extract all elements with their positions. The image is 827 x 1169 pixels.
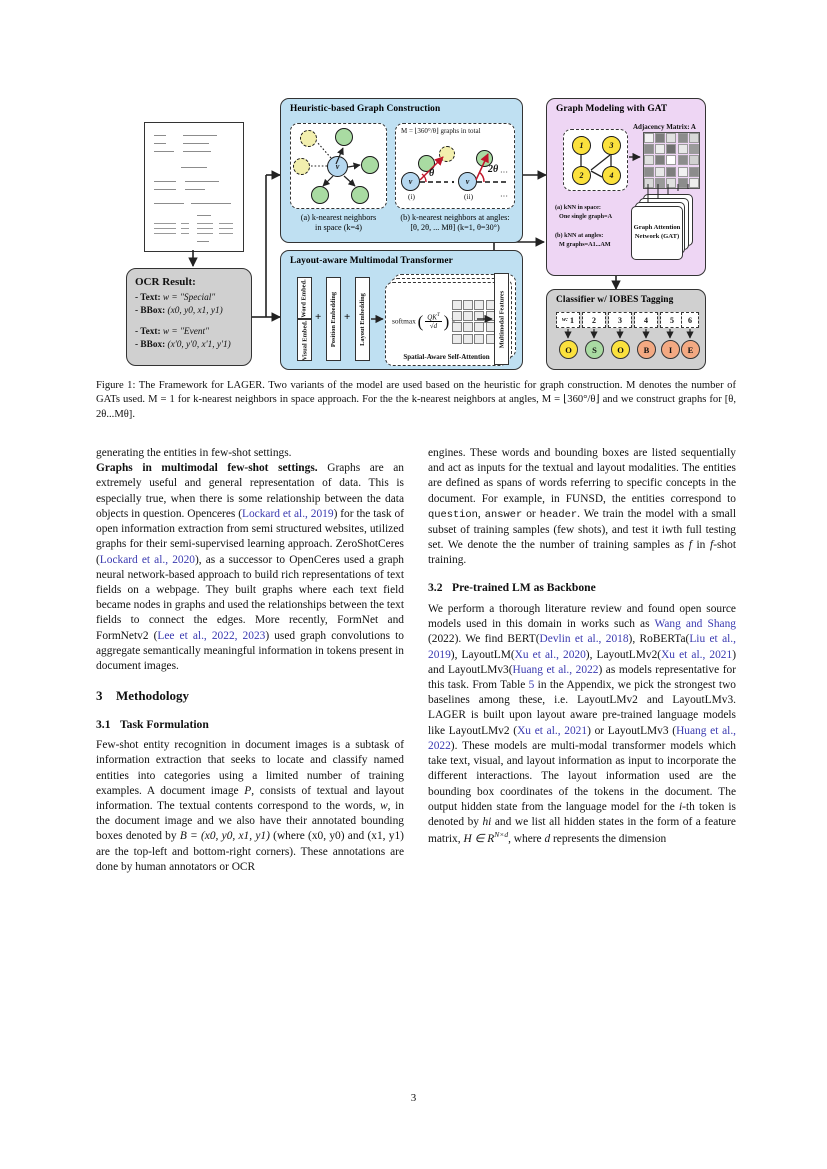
reference-table-5[interactable]: 5	[528, 678, 535, 691]
panel-transformer-title: Layout-aware Multimodal Transformer	[290, 256, 453, 266]
section-heading-methodology: 3 Methodology	[96, 688, 189, 704]
body-column-left	[96, 446, 404, 875]
angle-label-theta: θ	[429, 168, 435, 179]
self-attention-caption: Spatial-Aware Self-Attention	[403, 353, 490, 361]
symbol-P: P	[244, 784, 252, 797]
citation-xu-2020[interactable]: Xu et al., 2020	[514, 648, 586, 661]
para-graphs-lead: Graphs in multimodal few-shot settings.	[96, 462, 318, 475]
gat-node-2: 2	[572, 166, 591, 185]
citation-xu-2021-b[interactable]: Xu et al., 2021	[517, 724, 588, 737]
citation-xu-2021[interactable]: Xu et al., 2021	[661, 648, 733, 661]
knn-angles-formula: M = ⌊360°/θ⌋ graphs in total	[401, 127, 481, 135]
node-label-v-b2: v	[465, 177, 470, 186]
plus-sign-1: +	[315, 311, 322, 323]
formula-H-superscript: N×d	[494, 830, 509, 840]
ocr-bbox-2: - BBox: (x'0, y'0, x'1, y'1)	[135, 340, 231, 351]
word-embed-bar: Word Embed.	[297, 277, 312, 319]
gat-node-4: 4	[602, 166, 621, 185]
angles-ellipsis-2: ···	[500, 192, 508, 201]
panel-graph-construction-title: Heuristic-based Graph Construction	[290, 104, 441, 114]
angle-label-2theta: 2θ	[488, 164, 499, 175]
angles-roman-i: (i)	[408, 192, 415, 201]
panel-gat-title: Graph Modeling with GAT	[556, 104, 668, 114]
ocr-text-1: - Text: w = "Special"	[135, 293, 216, 303]
citation-huang-b[interactable]: Huang et al., 2022	[428, 724, 737, 752]
entity-answer: answer	[484, 508, 523, 521]
ocr-bbox-1: - BBox: (x0, y0, x1, y1)	[135, 306, 223, 317]
citation-lockard-2020[interactable]: Lockard et al., 2020	[99, 553, 195, 566]
figure-1-framework	[126, 90, 706, 375]
gat-node-3: 3	[602, 136, 621, 155]
ocr-text-2: - Text: w = "Event"	[135, 326, 210, 337]
token-cell-3: 3	[608, 312, 632, 328]
formula-H: H ∈ R	[463, 832, 495, 845]
tag-node-3: O	[611, 340, 630, 359]
entity-question: question	[428, 508, 478, 521]
node-label-v-b1: v	[408, 177, 413, 186]
tag-node-2: S	[585, 340, 604, 359]
symbol-f-2: f	[710, 538, 714, 551]
classifier-arrows	[547, 290, 707, 371]
subsection-heading-pretrained-lm: 3.2 Pre-trained LM as Backbone	[428, 581, 596, 595]
tag-node-1: O	[559, 340, 578, 359]
angles-roman-ii: (ii)	[464, 192, 474, 201]
angles-ellipsis-1: ···	[500, 168, 508, 177]
token-cell-5: 5	[660, 312, 684, 328]
tag-node-6: E	[681, 340, 700, 359]
gat-note-a: (a) kNN in space: One single graph=A	[555, 204, 613, 221]
body-column-right	[428, 446, 736, 847]
para-tail: generating the entities in few-shot settings.	[96, 447, 292, 459]
subpanel-knn-angles	[395, 123, 515, 209]
symbol-w: w	[380, 799, 388, 812]
citation-lee[interactable]: Lee et al., 2022, 2023	[157, 629, 266, 642]
citation-wang-shang[interactable]: Wang and Shang	[654, 618, 736, 631]
plus-sign-2: +	[344, 311, 351, 323]
token-cell-4: 4	[634, 312, 658, 328]
gat-node-1: 1	[572, 136, 591, 155]
token-cell-6: 6	[681, 312, 699, 328]
citation-huang[interactable]: Huang et al., 2022	[512, 663, 599, 676]
softmax-formula: softmax ( $\frac{QK^T}{√d}$ )	[392, 312, 450, 332]
layout-embedding-bar: Layout Embedding	[355, 277, 370, 361]
para-pretrained-lm: We perform a thorough literature review and found open source models used in this domain in works such as Wang and Shang (2022). We find BERT(Devlin et al., 2018), RoBERTa(Liu et al., 2019), LayoutLM(Xu et al., 2020), LayoutLMv2(Xu et al., 2021) and LayoutLMv3(Huang et al., 2022) as models representative for this task. From Table 5 in the Appendix, we pick the strongest two baselines among these, i.e. LayoutLMv2 and LayoutLMv3. LAGER is built upon layout aware pre-trained language models like LayoutLMv2 (Xu et al., 2021) or LayoutLMv3 (Huang et al., 2022). These models are multi-modal transformer models which take text, visual, and layout information as input to incorporate the different interactions. The layout information used are the bounding box coordinates of the tokens in the document. The output hidden state from the language model for the i-th token is denoted by hi and we list all hidden states in the form of a feature matrix, H ∈ $R^{N\times d}$, where d represents the dimension	[428, 602, 737, 845]
panel-classifier-title: Classifier w/ IOBES Tagging	[556, 295, 674, 305]
gat-arrows	[547, 99, 707, 277]
panel-graph-construction	[280, 98, 523, 243]
para-task-formulation: Few-shot entity recognition in document images is a subtask of information extraction that seeks to locate and classify named entities into categories using a limited number of training examples. A document image P, consists of textual and layout information. The textual contents correspond to the words, w, in the document image and we also have their annotated bounding boxes denoted by B = (x0, y0, x1, y1) (where (x0, y0) and (x1, y1) are the top-left and bottom-right corners). These annotations are done by human annotators or OCR	[96, 739, 404, 873]
symbol-f: f	[688, 538, 692, 551]
citation-liu[interactable]: Liu et al., 2019	[428, 633, 736, 661]
citation-devlin[interactable]: Devlin et al., 2018	[539, 633, 629, 646]
para-engines: engines. These words and bounding boxes are listed sequentially and act as inputs for the textual and layout modalities. The entities are defined as spans of words referring to specific concepts in the document. For example, in FUNSD, the entities correspond to question, answer or header. We train the model with a small subset of training samples (few shots), and test it iwth full testing set. We denote the the number of training samples as f in f-shot training.	[428, 447, 736, 567]
caption-knn-angles: (b) k-nearest neighbors at angles: [θ, 2θ, ... Mθ] (k=1, θ=30°)	[400, 213, 510, 233]
token-cell-1: w: 1	[556, 312, 580, 328]
caption-knn-space: (a) k-nearest neighbors in space (k=4)	[300, 213, 377, 233]
node-label-v: v	[335, 162, 340, 171]
formula-bbox: B = (x0, y0, x1, y1)	[179, 830, 270, 843]
subpanel-knn-space	[290, 123, 387, 209]
figure-caption-text: The Framework for LAGER. Two variants of the model are used based on the heuristic for graph construction. M denotes the number of GATs used. M = 1 for k-nearest neighbors in space approach. For the the k-nearest neighbors at angles, M = ⌊360°/θ⌋ and we construct graphs for [θ, 2θ...Mθ].	[96, 380, 736, 420]
subsection-heading-task-formulation: 3.1 Task Formulation	[96, 717, 209, 731]
adjacency-matrix-label: Adjacency Matrix: A	[633, 123, 696, 131]
panel-classifier	[546, 289, 706, 370]
citation-lockard-2019[interactable]: Lockard et al., 2019	[242, 507, 334, 520]
entity-header: header	[539, 508, 578, 521]
knn-space-edges	[291, 124, 388, 210]
tag-node-4: B	[637, 340, 656, 359]
tag-node-5: I	[661, 340, 680, 359]
para-graphs: Graphs in multimodal few-shot settings. Graphs are an extremely useful and general representation of data. This is especially true, when there is some relationship between the data objects in question. Openceres (Lockard et al., 2019) for the task of open information extraction from semi structured websites, utilized graphs for their semi-supervised learning approach. ZeroShotCeres (Lockard et al., 2020), as a successor to OpenCeres used a graph neural network-based approach to build rich representations of text fields on a webpage. They built graphs where each text field became nodes in graphs and used the relationships between the text fields to connect the edges. More recently, FormNet and FormNetv2 (Lee et al., 2022, 2023) used graph convolutions to aggregate semantically meaningful information in tokens present in document images.	[96, 462, 404, 673]
page-number: 3	[410, 1092, 417, 1104]
symbol-d: d	[544, 832, 551, 845]
multimodal-features-bar: Multimodal Features	[494, 273, 509, 365]
symbol-hi: hi	[482, 815, 492, 828]
panel-transformer	[280, 250, 523, 370]
figure-caption-label: Figure 1:	[96, 380, 136, 391]
figure-caption	[96, 379, 736, 422]
symbol-i: i	[679, 800, 683, 813]
ocr-title: OCR Result:	[135, 276, 196, 288]
token-cell-2: 2	[582, 312, 606, 328]
panel-gat	[546, 98, 706, 276]
gat-network-box: Graph Attention Network (GAT)	[631, 206, 683, 260]
gat-note-b: (b) kNN at angles: M graphs=A1...AM	[555, 232, 611, 249]
position-embedding-bar: Position Embedding	[326, 277, 341, 361]
transformer-arrows	[281, 251, 524, 371]
visual-embed-bar: Visual Embed.	[297, 319, 312, 361]
